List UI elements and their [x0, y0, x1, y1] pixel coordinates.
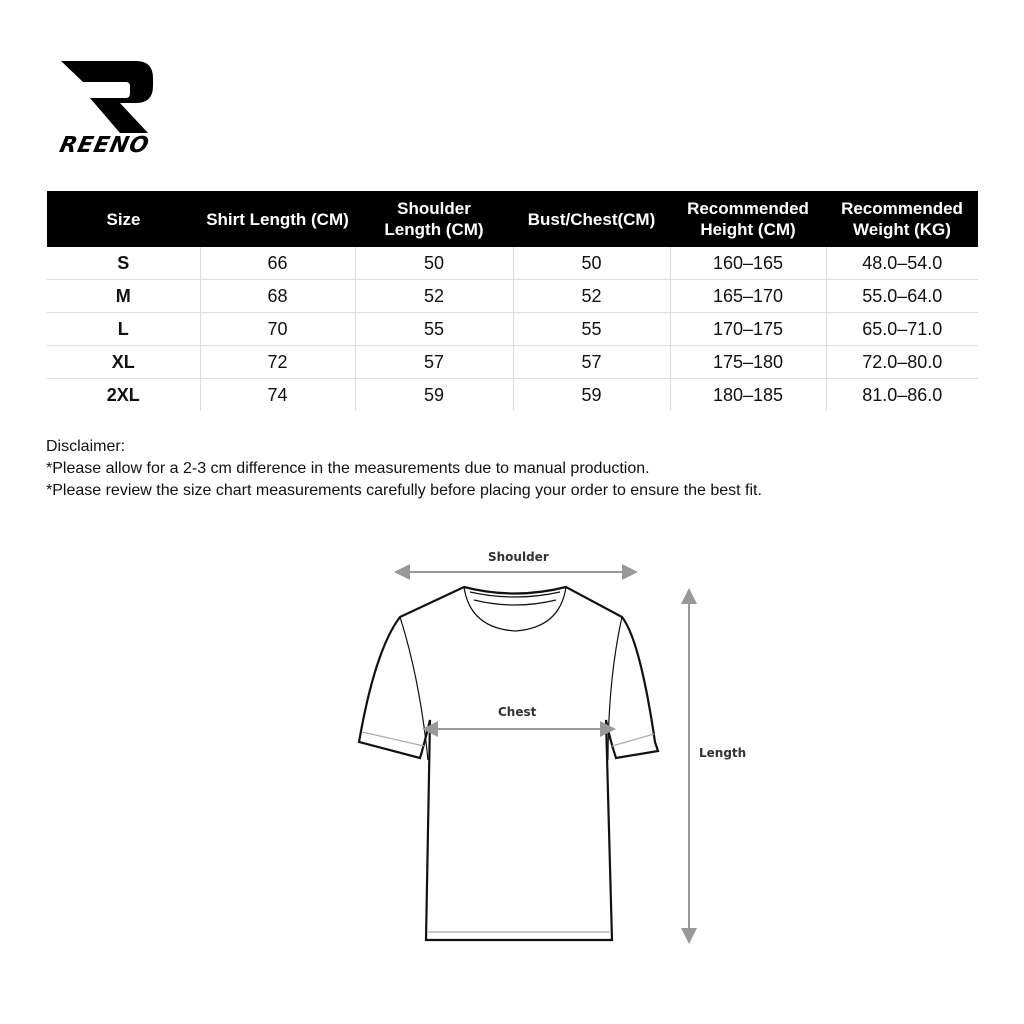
- size-cell: S: [47, 247, 200, 280]
- header-shoulder-length: Shoulder Length (CM): [355, 191, 513, 247]
- chest-label: Chest: [498, 705, 537, 719]
- value-cell: 48.0–54.0: [826, 247, 978, 280]
- size-cell: 2XL: [106, 384, 140, 405]
- value-cell: 170–175: [670, 313, 826, 346]
- value-cell: 160–165: [670, 247, 826, 280]
- value-cell: 59: [355, 379, 513, 412]
- value-cell: 70: [200, 313, 355, 346]
- header-size: Size: [47, 191, 200, 247]
- value-cell: 50: [355, 247, 513, 280]
- header-bust-chest: Bust/Chest(CM): [513, 191, 670, 247]
- value-cell: 74: [200, 379, 355, 412]
- value-cell: 165–170: [670, 280, 826, 313]
- brand-wordmark: REENO: [57, 133, 152, 158]
- tshirt-measurement-diagram: [340, 540, 760, 960]
- value-cell: 55: [355, 313, 513, 346]
- header-height: Recommended Height (CM): [670, 191, 826, 247]
- value-cell: 57: [513, 346, 670, 379]
- table-row: [47, 280, 978, 313]
- table-row: [47, 379, 978, 412]
- value-cell: 72: [200, 346, 355, 379]
- tshirt-outline: [340, 540, 760, 960]
- value-cell: 55: [513, 313, 670, 346]
- table-row: [47, 346, 978, 379]
- disclaimer-line: *Please allow for a 2-3 cm difference in the measurements due to manual production.: [46, 460, 650, 477]
- header-shirt-length: Shirt Length (CM): [200, 191, 355, 247]
- table-row: [47, 313, 978, 346]
- shoulder-label: Shoulder: [488, 550, 549, 564]
- disclaimer-title: Disclaimer:: [46, 438, 126, 455]
- disclaimer-line: *Please review the size chart measurements carefully before placing your order to ensure the best fit.: [46, 482, 762, 499]
- value-cell: 81.0–86.0: [826, 379, 978, 412]
- value-cell: 65.0–71.0: [826, 313, 978, 346]
- size-cell: M: [47, 280, 200, 313]
- value-cell: 55.0–64.0: [826, 280, 978, 313]
- value-cell: 52: [355, 280, 513, 313]
- value-cell: 52: [513, 280, 670, 313]
- disclaimer: [46, 436, 762, 502]
- value-cell: 68: [200, 280, 355, 313]
- table-row: [47, 247, 978, 280]
- value-cell: 50: [513, 247, 670, 280]
- value-cell: 59: [513, 379, 670, 412]
- value-cell: 175–180: [670, 346, 826, 379]
- length-label: Length: [699, 746, 747, 760]
- value-cell: 180–185: [670, 379, 826, 412]
- size-cell: L: [47, 313, 200, 346]
- value-cell: 66: [200, 247, 355, 280]
- size-cell: XL: [47, 346, 200, 379]
- value-cell: 57: [355, 346, 513, 379]
- size-chart-table: [47, 191, 978, 411]
- value-cell: 72.0–80.0: [826, 346, 978, 379]
- header-weight: Recommended Weight (KG): [826, 191, 978, 247]
- table-header-row: [47, 191, 978, 247]
